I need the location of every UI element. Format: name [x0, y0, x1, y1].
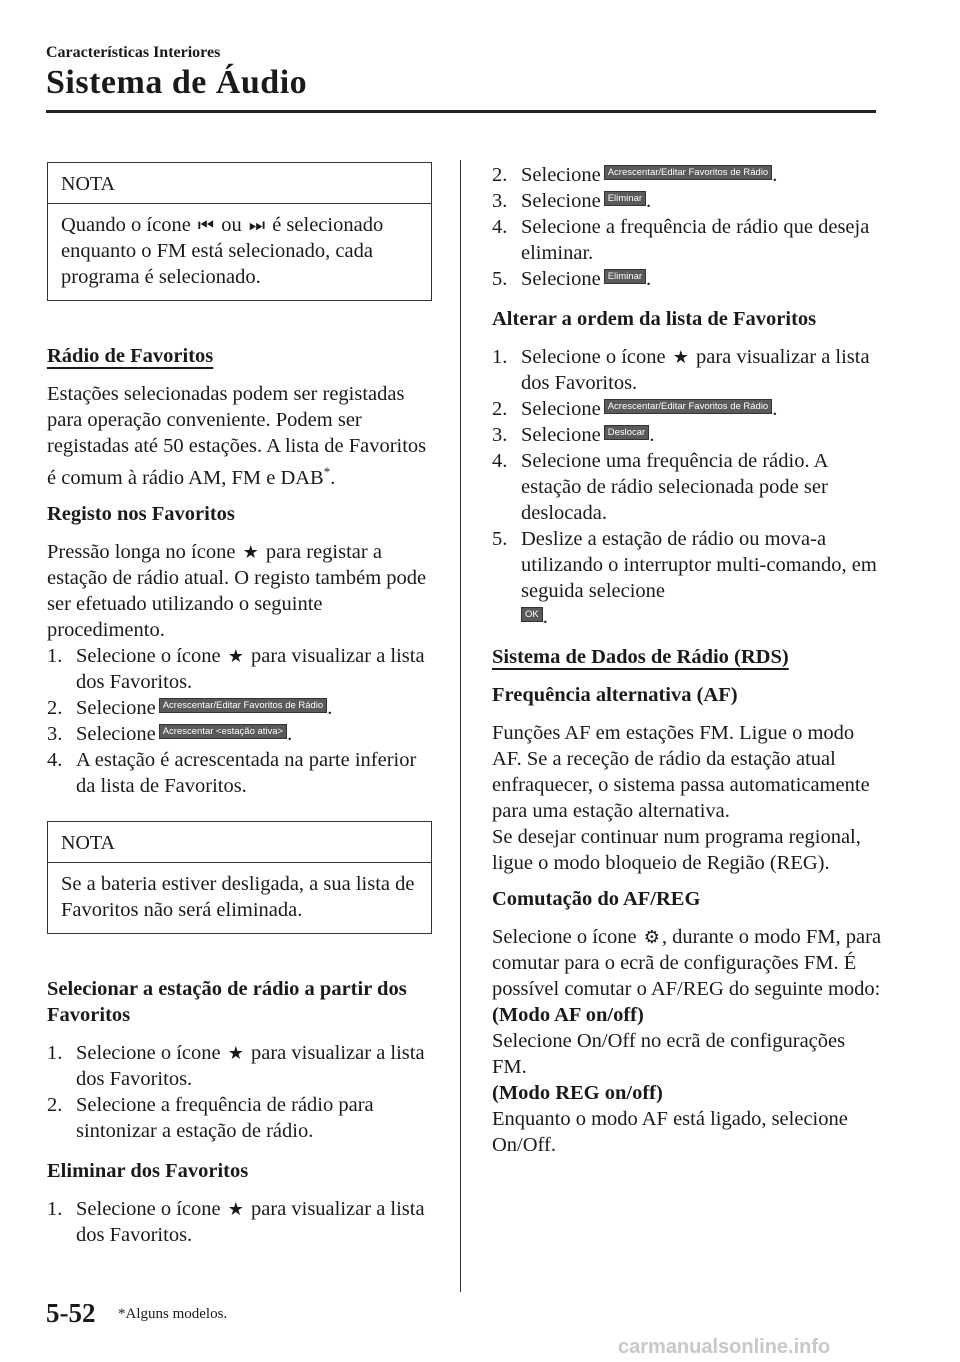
select-steps [47, 1040, 432, 1144]
left-column [47, 162, 432, 1262]
step-text: Selecione [521, 268, 601, 290]
list-item [492, 214, 882, 266]
step-text: Selecione [521, 190, 601, 212]
step-text: Selecione a frequência de rádio para sintonizar a estação de rádio. [76, 1094, 374, 1142]
note-text: é selecionado enquanto o FM está selecionado, cada programa é selecionado. [61, 214, 384, 288]
list-item: 5. Selecione Eliminar . [492, 268, 652, 290]
step-number: 4. [47, 749, 63, 771]
add-edit-favorites-button[interactable]: Acrescentar/Editar Favoritos de Rádio [604, 165, 773, 180]
list-item: 2. Selecione Acrescentar/Editar Favoritos de Rádio . [492, 164, 778, 186]
star-icon: ★ [672, 347, 689, 367]
list-item: 3. Selecione Deslocar . [492, 424, 655, 446]
list-item [492, 344, 882, 396]
paragraph-text: , durante o modo FM, para comutar para o ecrã de configurações FM. É possível comutar o AF/REG do seguinte modo: [492, 926, 882, 1000]
gear-icon: ⚙ [643, 927, 660, 947]
af-mode-text: Selecione On/Off no ecrã de configurações FM. [492, 1030, 846, 1078]
ok-button[interactable]: OK [521, 607, 543, 622]
paragraph-text: Pressão longa no ícone [47, 541, 241, 563]
delete-heading: Eliminar dos Favoritos [47, 1160, 249, 1182]
delete-steps-right [492, 162, 882, 292]
asterisk: * [323, 464, 331, 479]
page-number: 5-52 [46, 1298, 96, 1328]
switch-paragraph [492, 924, 882, 1002]
list-item [47, 747, 432, 799]
step-number: 2. [47, 697, 63, 719]
register-steps [47, 643, 432, 799]
move-button[interactable]: Deslocar [604, 425, 650, 440]
add-active-station-button[interactable]: Acrescentar <estação ativa> [159, 724, 287, 739]
step-number: 1. [47, 1042, 63, 1064]
step-number: 4. [492, 216, 508, 238]
step-text: Selecione uma frequência de rádio. A estação de rádio selecionada pode ser deslocada. [521, 450, 828, 524]
list-item [47, 1196, 432, 1248]
favorites-paragraph: Estações selecionadas podem ser registadas para operação conveniente. Podem ser registadas até 50 estações. A lista de Favoritos é comum à rádio AM, FM e DAB*. [47, 383, 427, 489]
step-number: 1. [47, 645, 63, 667]
note-heading: NOTA [48, 822, 431, 863]
note-box-track [47, 162, 432, 301]
list-item: 3. Selecione Acrescentar <estação ativa> . [47, 723, 293, 745]
select-heading: Selecionar a estação de rádio a partir dos Favoritos [47, 978, 407, 1026]
header-rule [46, 110, 876, 113]
step-number: 2. [47, 1094, 63, 1116]
add-edit-favorites-button[interactable]: Acrescentar/Editar Favoritos de Rádio [159, 698, 328, 713]
step-text: Selecione o ícone [76, 645, 226, 667]
step-text: Deslize a estação de rádio ou mova-a utilizando o interruptor multi-comando, em seguida selecione [521, 528, 877, 602]
step-number: 5. [492, 268, 508, 290]
step-number: 3. [492, 190, 508, 212]
step-text: Selecione o ícone [521, 346, 671, 368]
delete-steps-left [47, 1196, 432, 1248]
prev-track-icon: ⏮ [197, 215, 215, 235]
page-title: Sistema de Áudio [46, 64, 308, 101]
list-item [47, 643, 432, 695]
delete-button[interactable]: Eliminar [604, 269, 646, 284]
add-edit-favorites-button[interactable]: Acrescentar/Editar Favoritos de Rádio [604, 399, 773, 414]
order-heading: Alterar a ordem da lista de Favoritos [492, 308, 817, 330]
order-steps [492, 344, 882, 630]
step-text: Selecione [521, 398, 601, 420]
step-text: para visualizar a lista dos Favoritos. [76, 645, 425, 693]
footnote: *Alguns modelos. [118, 1306, 228, 1322]
step-number: 1. [492, 346, 508, 368]
step-number: 2. [492, 398, 508, 420]
section-label: Características Interiores [46, 44, 221, 61]
step-number: 3. [47, 723, 63, 745]
reg-paragraph: Se desejar continuar num programa regional, ligue o modo bloqueio de Região (REG). [492, 826, 861, 874]
star-icon: ★ [227, 1199, 244, 1219]
note-body [48, 204, 431, 300]
register-heading: Registo nos Favoritos [47, 503, 235, 525]
paragraph-text: para registar a estação de rádio atual. O registo também pode ser efetuado utilizando o seguinte procedimento. [47, 541, 427, 641]
list-item: 5. Deslize a estação de rádio ou mova-a utilizando o interruptor multi-comando, em seguida selecione OK . [492, 528, 877, 628]
step-text: Selecione o ícone [76, 1042, 226, 1064]
paragraph-text: Estações selecionadas podem ser registadas para operação conveniente. Podem ser registadas até 50 estações. A lista de Favoritos é comum à rádio AM, FM e DAB [47, 383, 427, 489]
register-paragraph [47, 539, 432, 643]
reg-mode-text: Enquanto o modo AF está ligado, selecione On/Off. [492, 1108, 848, 1156]
right-column [492, 162, 882, 1158]
next-track-icon: ⏭ [248, 215, 266, 235]
step-text: A estação é acrescentada na parte inferior da lista de Favoritos. [76, 749, 417, 797]
step-text: Selecione [76, 723, 156, 745]
note-body: Se a bateria estiver desligada, a sua lista de Favoritos não será eliminada. [61, 873, 415, 921]
step-number: 1. [47, 1198, 63, 1220]
step-text: Selecione o ícone [76, 1198, 226, 1220]
note-heading: NOTA [48, 163, 431, 204]
star-icon: ★ [227, 1043, 244, 1063]
step-number: 2. [492, 164, 508, 186]
step-text: Selecione [521, 424, 601, 446]
column-separator [460, 160, 461, 1292]
reg-mode-label: (Modo REG on/off) [492, 1082, 663, 1104]
step-number: 5. [492, 528, 508, 550]
list-item: 3. Selecione Eliminar . [492, 190, 652, 212]
list-item: 2. Selecione Acrescentar/Editar Favoritos de Rádio . [47, 697, 333, 719]
step-text: para visualizar a lista dos Favoritos. [76, 1042, 425, 1090]
af-heading: Frequência alternativa (AF) [492, 684, 738, 706]
step-text: Selecione a frequência de rádio que deseja eliminar. [521, 216, 870, 264]
step-number: 4. [492, 450, 508, 472]
note-box-battery [47, 821, 432, 934]
step-text: Selecione [521, 164, 601, 186]
note-text: Quando o ícone [61, 214, 196, 236]
step-text: Selecione [76, 697, 156, 719]
switch-heading: Comutação do AF/REG [492, 888, 701, 910]
star-icon: ★ [227, 646, 244, 666]
list-item [492, 448, 882, 526]
list-item [47, 1092, 432, 1144]
step-text: para visualizar a lista dos Favoritos. [521, 346, 870, 394]
note-text: ou [216, 214, 247, 236]
star-icon: ★ [242, 542, 259, 562]
step-number: 3. [492, 424, 508, 446]
step-text: para visualizar a lista dos Favoritos. [76, 1198, 425, 1246]
rds-heading: Sistema de Dados de Rádio (RDS) [492, 646, 789, 668]
list-item: 2. Selecione Acrescentar/Editar Favoritos de Rádio . [492, 398, 778, 420]
list-item [47, 1040, 432, 1092]
paragraph-text: Selecione o ícone [492, 926, 642, 948]
af-mode-label: (Modo AF on/off) [492, 1004, 644, 1026]
delete-button[interactable]: Eliminar [604, 191, 646, 206]
af-paragraph: Funções AF em estações FM. Ligue o modo AF. Se a receção de rádio da estação atual enfraquecer, o sistema passa automaticamente para uma estação alternativa. [492, 722, 870, 822]
watermark: carmanualsonline.info [618, 1336, 831, 1358]
favorites-heading: Rádio de Favoritos [47, 345, 214, 367]
